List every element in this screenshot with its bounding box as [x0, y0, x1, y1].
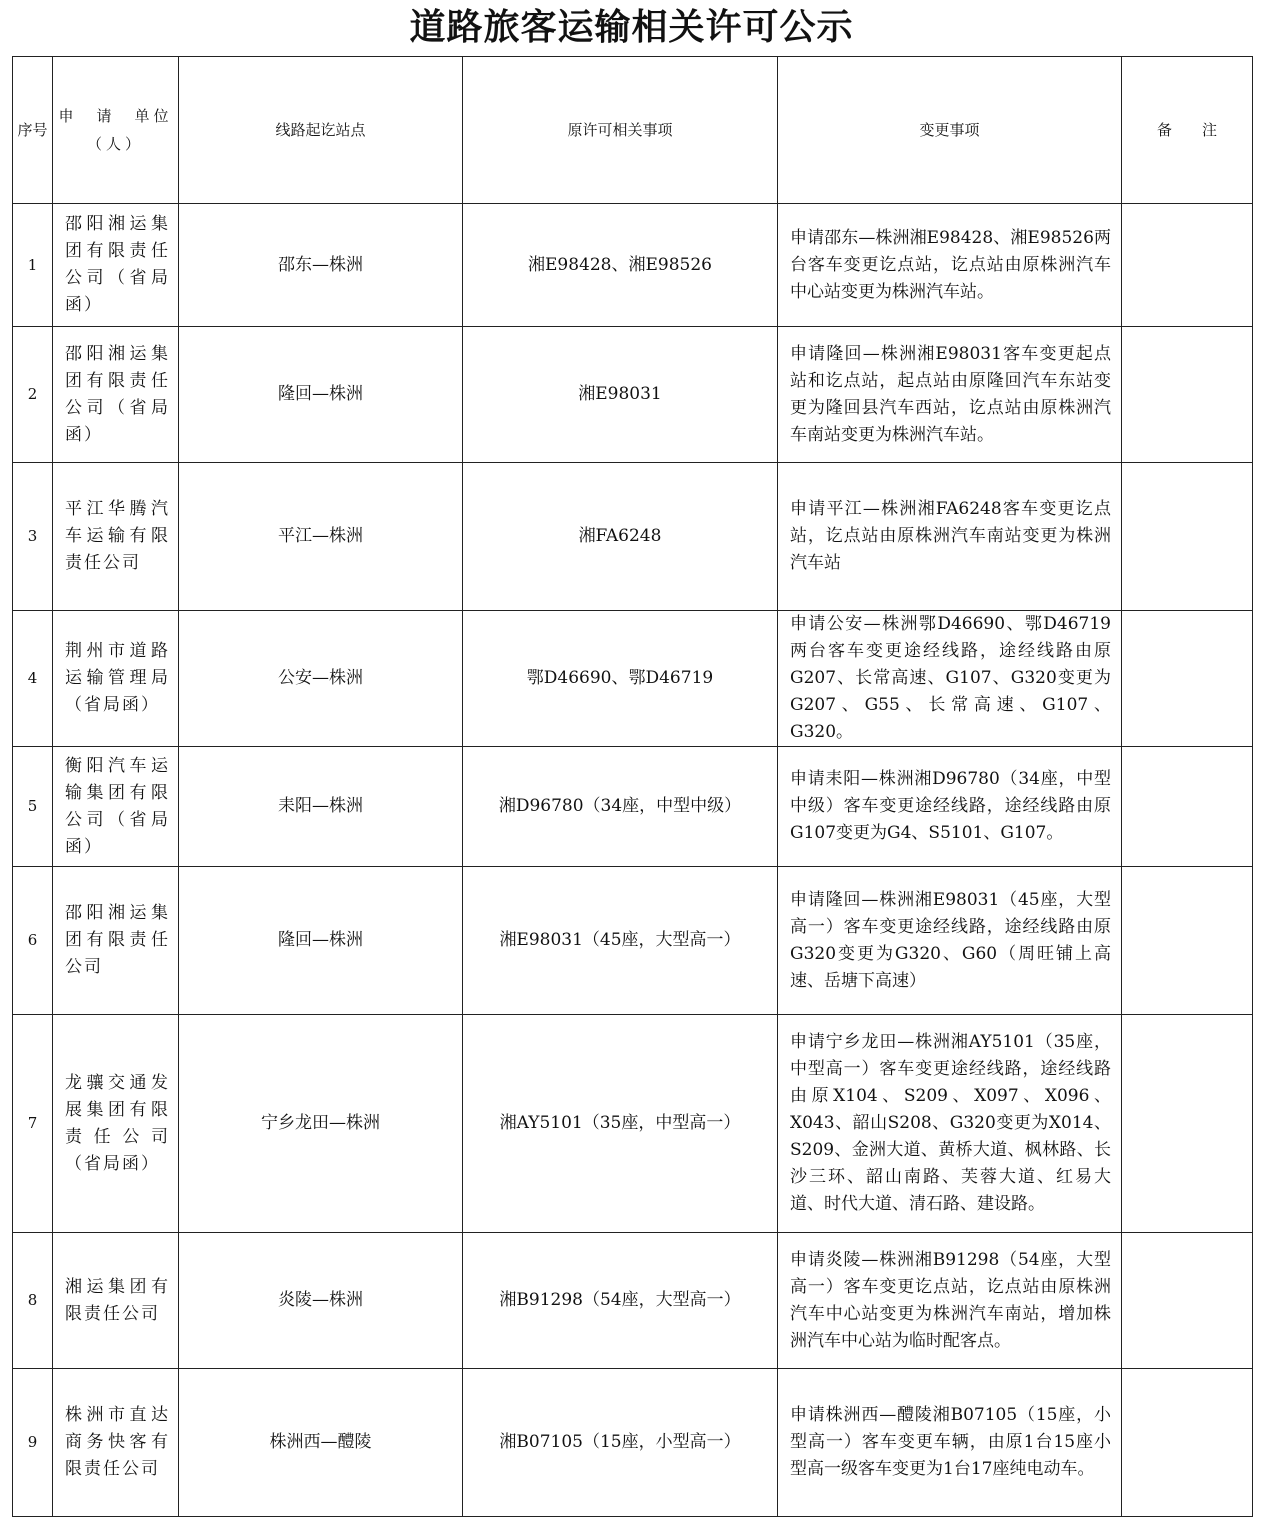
row-change: 申请耒阳—株洲湘D96780（34座，中型中级）客车变更途经线路，途经线路由原G107变更为G4、S5101、G107。 [778, 747, 1122, 867]
table-row [13, 204, 1253, 327]
row-route: 邵东—株洲 [179, 204, 463, 327]
row-note [1122, 463, 1253, 611]
table-row [13, 611, 1253, 747]
row-index: 7 [13, 1015, 53, 1233]
row-note [1122, 1015, 1253, 1233]
row-change: 申请株洲西—醴陵湘B07105（15座，小型高一）客车变更车辆，由原1台15座小型高一级客车变更为1台17座纯电动车。 [778, 1369, 1122, 1517]
row-original: 鄂D46690、鄂D46719 [463, 611, 778, 747]
row-route: 炎陵—株洲 [179, 1233, 463, 1369]
row-unit: 衡阳汽车运输集团有限公司（省局函） [53, 747, 179, 867]
table-row [13, 1015, 1253, 1233]
row-note [1122, 327, 1253, 463]
row-change: 申请隆回—株洲湘E98031客车变更起点站和讫点站，起点站由原隆回汽车东站变更为隆回县汽车西站，讫点站由原株洲汽车南站变更为株洲汽车站。 [778, 327, 1122, 463]
row-unit: 荆州市道路运输管理局（省局函） [53, 611, 179, 747]
row-route: 隆回—株洲 [179, 867, 463, 1015]
header-row [13, 57, 1253, 204]
row-unit: 龙骧交通发展集团有限责任公司（省局函） [53, 1015, 179, 1233]
row-index: 4 [13, 611, 53, 747]
table-row [13, 747, 1253, 867]
row-route: 平江—株洲 [179, 463, 463, 611]
row-index: 8 [13, 1233, 53, 1369]
row-change: 申请平江—株洲湘FA6248客车变更讫点站，讫点站由原株洲汽车南站变更为株洲汽车站 [778, 463, 1122, 611]
row-note [1122, 1233, 1253, 1369]
row-original: 湘D96780（34座，中型中级） [463, 747, 778, 867]
header-original: 原许可相关事项 [463, 57, 778, 204]
header-route: 线路起讫站点 [179, 57, 463, 204]
row-index: 1 [13, 204, 53, 327]
row-index: 5 [13, 747, 53, 867]
row-route: 隆回—株洲 [179, 327, 463, 463]
row-unit: 邵阳湘运集团有限责任公司 [53, 867, 179, 1015]
header-unit: 申 请 单位（人） [53, 57, 179, 204]
table-row [13, 327, 1253, 463]
permit-table [12, 56, 1253, 1517]
page-title: 道路旅客运输相关许可公示 [409, 7, 854, 48]
row-note [1122, 747, 1253, 867]
header-index: 序号 [13, 57, 53, 204]
row-unit: 邵阳湘运集团有限责任公司（省局函） [53, 327, 179, 463]
row-unit: 湘运集团有限责任公司 [53, 1233, 179, 1369]
row-original: 湘E98428、湘E98526 [463, 204, 778, 327]
row-change: 申请宁乡龙田—株洲湘AY5101（35座，中型高一）客车变更途经线路，途经线路由原X104、S209、X097、X096、X043、韶山S208、G320变更为X014、S209、金洲大道、黄桥大道、枫林路、长沙三环、韶山南路、芙蓉大道、红易大道、时代大道、清石路、建设路。 [778, 1015, 1122, 1233]
row-change: 申请邵东—株洲湘E98428、湘E98526两台客车变更讫点站，讫点站由原株洲汽车中心站变更为株洲汽车站。 [778, 204, 1122, 327]
table-row [13, 867, 1253, 1015]
row-note [1122, 1369, 1253, 1517]
table-row [13, 463, 1253, 611]
row-original: 湘B91298（54座，大型高一） [463, 1233, 778, 1369]
header-note: 备 注 [1122, 57, 1253, 204]
row-index: 2 [13, 327, 53, 463]
row-route: 公安—株洲 [179, 611, 463, 747]
row-index: 6 [13, 867, 53, 1015]
row-index: 3 [13, 463, 53, 611]
row-unit: 平江华腾汽车运输有限责任公司 [53, 463, 179, 611]
row-original: 湘FA6248 [463, 463, 778, 611]
row-note [1122, 204, 1253, 327]
table-row [13, 1233, 1253, 1369]
header-change: 变更事项 [778, 57, 1122, 204]
row-unit: 株洲市直达商务快客有限责任公司 [53, 1369, 179, 1517]
row-note [1122, 867, 1253, 1015]
row-change: 申请炎陵—株洲湘B91298（54座，大型高一）客车变更讫点站，讫点站由原株洲汽车中心站变更为株洲汽车南站，增加株洲汽车中心站为临时配客点。 [778, 1233, 1122, 1369]
row-change: 申请隆回—株洲湘E98031（45座，大型高一）客车变更途经线路，途经线路由原G320变更为G320、G60（周旺铺上高速、岳塘下高速） [778, 867, 1122, 1015]
row-original: 湘AY5101（35座，中型高一） [463, 1015, 778, 1233]
row-route: 株洲西—醴陵 [179, 1369, 463, 1517]
row-original: 湘B07105（15座，小型高一） [463, 1369, 778, 1517]
row-index: 9 [13, 1369, 53, 1517]
row-route: 耒阳—株洲 [179, 747, 463, 867]
table-row [13, 1369, 1253, 1517]
row-original: 湘E98031 [463, 327, 778, 463]
row-change: 申请公安—株洲鄂D46690、鄂D46719两台客车变更途经线路，途经线路由原G207、长常高速、G107、G320变更为G207、G55、长常高速、G107、G320。 [778, 611, 1122, 747]
row-unit: 邵阳湘运集团有限责任公司（省局函） [53, 204, 179, 327]
row-note [1122, 611, 1253, 747]
row-original: 湘E98031（45座，大型高一） [463, 867, 778, 1015]
row-route: 宁乡龙田—株洲 [179, 1015, 463, 1233]
